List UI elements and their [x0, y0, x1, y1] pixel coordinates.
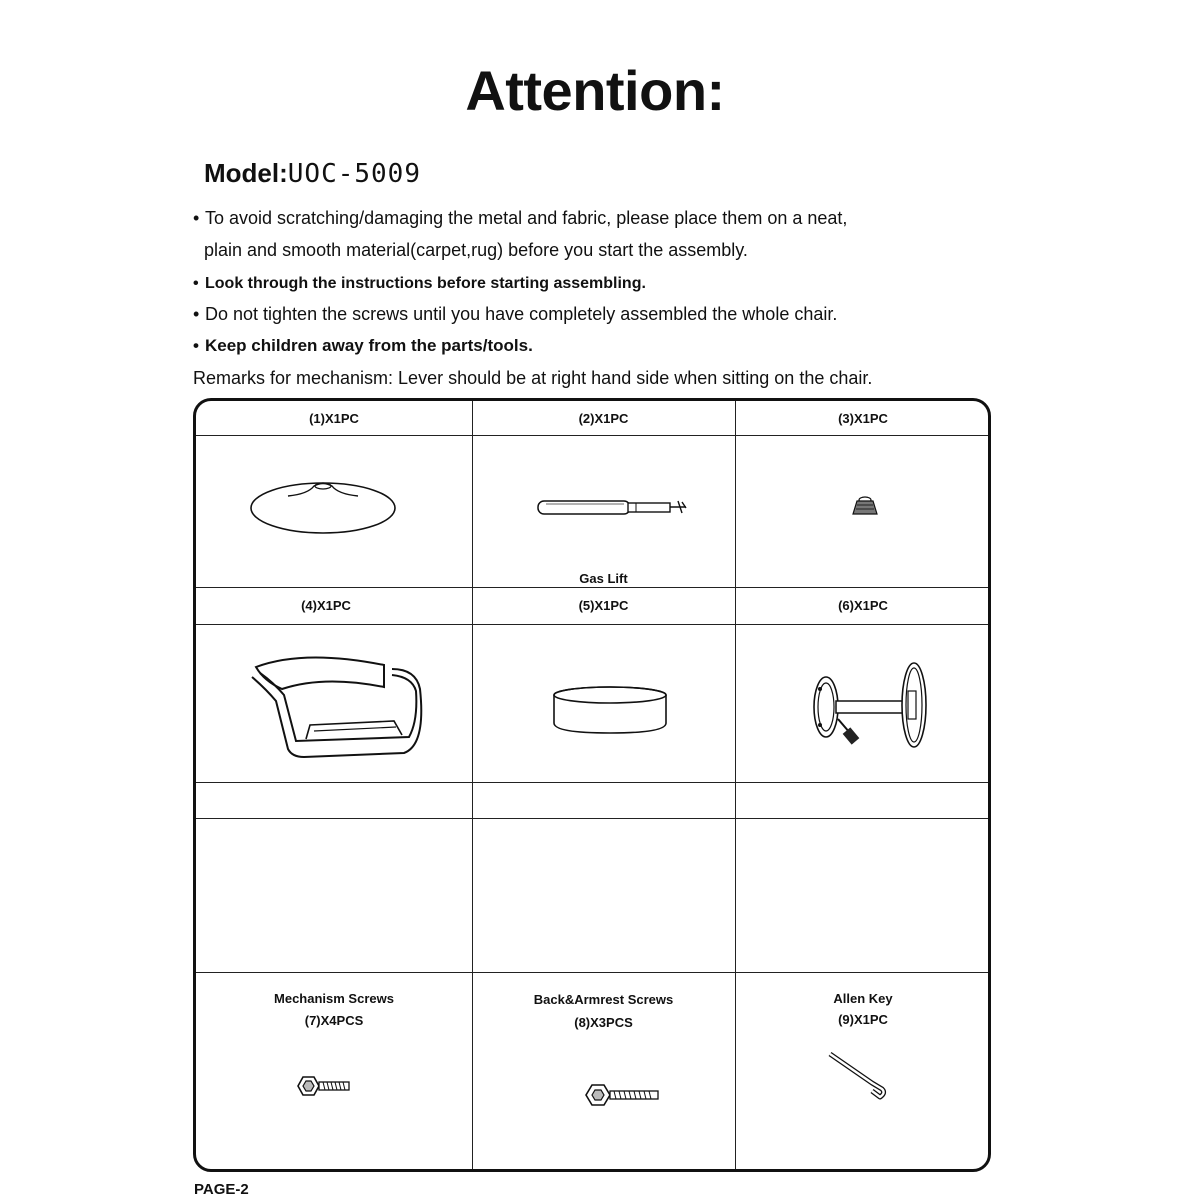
row-divider — [196, 782, 988, 783]
seat-frame-icon — [244, 649, 424, 764]
row-divider — [196, 435, 988, 436]
part-6-qty: (6)X1PC — [838, 598, 888, 613]
part-8-qty: (8)X3PCS — [574, 1015, 633, 1030]
mechanism-icon — [810, 659, 940, 749]
gas-lift-icon — [536, 496, 691, 520]
part-7-label: Mechanism Screws — [274, 991, 394, 1006]
screw-icon — [294, 1073, 354, 1099]
note-1-continued: plain and smooth material(carpet,rug) before you start the assembly. — [204, 240, 748, 260]
screw-icon — [582, 1081, 664, 1109]
remarks: Remarks for mechanism: Lever should be at right hand side when sitting on the chair. — [193, 368, 873, 388]
note-1: • To avoid scratching/damaging the metal and fabric, please place them on a neat, — [193, 208, 848, 228]
cushion-icon — [552, 685, 670, 737]
note-3: • Do not tighten the screws until you have completely assembled the whole chair. — [193, 304, 838, 324]
bullet-icon: • — [193, 336, 199, 355]
note-2: • Look through the instructions before starting assembling. — [193, 273, 646, 295]
row-divider — [196, 972, 988, 973]
part-2-label: Gas Lift — [579, 571, 628, 586]
allen-key-icon — [826, 1049, 891, 1101]
part-7-qty: (7)X4PCS — [304, 1013, 364, 1028]
page-title: Attention: — [465, 59, 725, 122]
page-number: PAGE-2 — [194, 1181, 249, 1198]
bullet-icon: • — [193, 208, 200, 228]
model-number: UOC-5009 — [287, 159, 421, 189]
column-divider — [472, 401, 473, 1169]
part-4-qty: (4)X1PC — [301, 598, 351, 613]
note-4: • Keep children away from the parts/tools. — [193, 336, 533, 355]
part-8-label: Back&Armrest Screws — [533, 992, 674, 1007]
row-divider — [196, 624, 988, 625]
parts-table — [193, 398, 991, 1172]
model-label: Model: — [204, 158, 288, 188]
bullet-icon: • — [193, 275, 199, 292]
part-3-qty: (3)X1PC — [838, 411, 888, 426]
bullet-icon: • — [193, 304, 200, 324]
part-9-label: Allen Key — [833, 991, 893, 1006]
part-1-qty: (1)X1PC — [309, 411, 359, 426]
model-line — [204, 158, 421, 189]
cap-icon — [850, 495, 880, 517]
row-divider — [196, 818, 988, 819]
row-divider — [196, 587, 988, 588]
part-9-qty: (9)X1PC — [838, 1012, 888, 1027]
part-2-qty: (2)X1PC — [578, 411, 629, 426]
part-5-qty: (5)X1PC — [578, 598, 629, 613]
column-divider — [735, 401, 736, 1169]
base-icon — [248, 476, 398, 536]
